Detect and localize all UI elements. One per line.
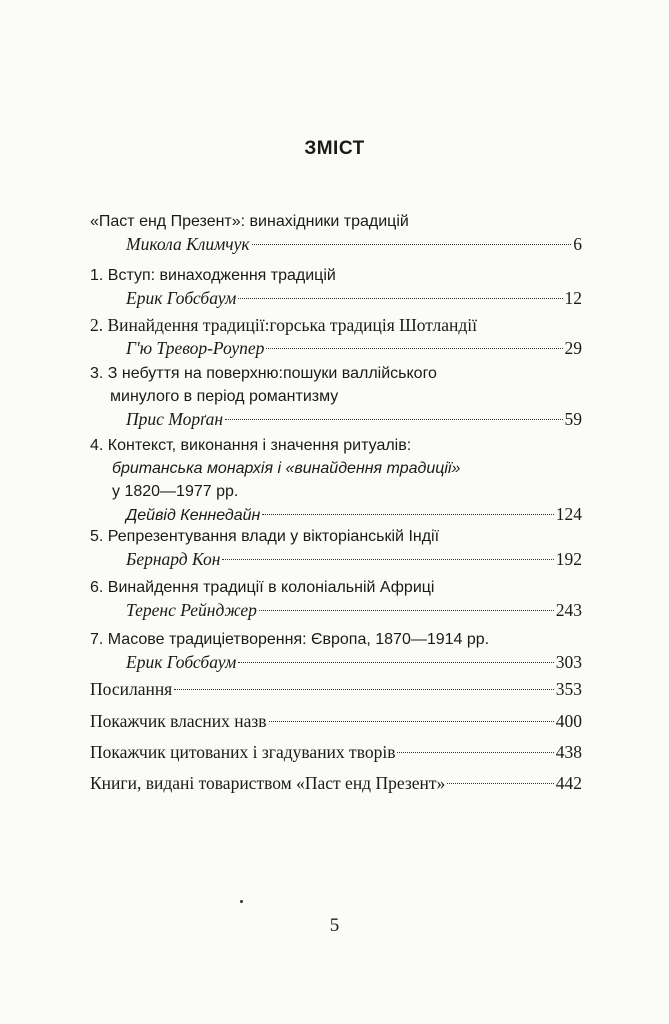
toc-entry-author-row bbox=[90, 337, 582, 360]
toc-entry-author: Теренс Рейнджер bbox=[126, 600, 257, 620]
toc-entry-title-line: британська монархія і «винайдення традиції» bbox=[112, 460, 461, 477]
dot-leader bbox=[238, 662, 554, 663]
toc-entry-title-line: у 1820—1977 рр. bbox=[112, 483, 239, 500]
toc-entry-page: 29 bbox=[564, 338, 582, 358]
toc-back-matter-page: 442 bbox=[555, 773, 582, 793]
toc-entry-author: Ерик Гобсбаум bbox=[126, 288, 237, 308]
toc-entry-4 bbox=[90, 434, 582, 527]
toc-entry-author: Ерик Гобсбаум bbox=[126, 652, 237, 672]
toc-entry-author: Г'ю Тревор-Роупер bbox=[126, 338, 265, 358]
toc-entry-page: 303 bbox=[555, 652, 582, 672]
toc-entry-page: 243 bbox=[555, 600, 582, 620]
toc-entry-author-row bbox=[90, 287, 582, 310]
toc-entry-title-line: 4. Контекст, виконання і значення ритуалів: bbox=[90, 437, 412, 454]
dot-leader bbox=[252, 244, 572, 245]
dot-leader bbox=[262, 514, 553, 515]
toc-entry-title-line: 1. Вступ: винаходження традицій bbox=[90, 267, 336, 284]
toc-back-matter-3 bbox=[90, 772, 582, 795]
toc-back-matter-0 bbox=[90, 678, 582, 701]
toc-entry-title-line: 3. З небуття на поверхню:пошуки валлійського bbox=[90, 365, 437, 382]
toc-entry-author-row bbox=[90, 599, 582, 622]
toc-back-matter-page: 400 bbox=[555, 711, 582, 731]
toc-back-matter-label: Посилання bbox=[90, 679, 173, 699]
toc-entry-title-line: минулого в період романтизму bbox=[110, 388, 339, 405]
toc-entry-6 bbox=[90, 576, 582, 622]
toc-back-matter-row bbox=[90, 741, 582, 764]
print-speck bbox=[240, 900, 243, 903]
dot-leader bbox=[269, 721, 554, 722]
toc-entry-title-line: 7. Масове традиціетворення: Європа, 1870—1914 рр. bbox=[90, 631, 490, 648]
toc-entry-author: Микола Климчук bbox=[126, 234, 250, 254]
toc-back-matter-1 bbox=[90, 710, 582, 733]
toc-entry-author: Прис Морґан bbox=[126, 409, 224, 429]
dot-leader bbox=[447, 783, 553, 784]
toc-back-matter-row bbox=[90, 772, 582, 795]
toc-entry-page: 6 bbox=[573, 234, 582, 254]
page-number: 5 bbox=[329, 915, 340, 936]
dot-leader bbox=[222, 559, 553, 560]
toc-back-matter-label: Покажчик цитованих і згадуваних творів bbox=[90, 742, 396, 762]
dot-leader bbox=[266, 348, 562, 349]
toc-back-matter-row bbox=[90, 678, 582, 701]
toc-entry-page: 124 bbox=[555, 504, 582, 524]
dot-leader bbox=[259, 610, 554, 611]
toc-entry-3 bbox=[90, 362, 582, 431]
toc-back-matter-row bbox=[90, 710, 582, 733]
toc-entry-2 bbox=[90, 314, 582, 360]
toc-entry-author-row bbox=[90, 503, 582, 527]
toc-back-matter-label: Покажчик власних назв bbox=[90, 711, 267, 731]
toc-entry-page: 12 bbox=[564, 288, 582, 308]
toc-entry-title-line: 5. Репрезентування влади у вікторіанській Індії bbox=[90, 528, 440, 545]
page-title: ЗМІСТ bbox=[304, 138, 365, 159]
toc-entry-page: 59 bbox=[564, 409, 582, 429]
toc-entry-7 bbox=[90, 628, 582, 674]
dot-leader bbox=[397, 752, 553, 753]
dot-leader bbox=[238, 298, 562, 299]
toc-back-matter-page: 438 bbox=[555, 742, 582, 762]
dot-leader bbox=[225, 419, 562, 420]
toc-back-matter-page: 353 bbox=[555, 679, 582, 699]
toc-entry-1 bbox=[90, 264, 582, 310]
dot-leader bbox=[174, 689, 554, 690]
toc-entry-author-row bbox=[90, 548, 582, 571]
toc-entry-title-line: «Паст енд Презент»: винахідники традицій bbox=[90, 213, 409, 230]
toc-entry-author-row bbox=[90, 233, 582, 256]
toc-entry-page: 192 bbox=[555, 549, 582, 569]
toc-entry-author-row bbox=[90, 651, 582, 674]
toc-back-matter-2 bbox=[90, 741, 582, 764]
toc-entry-5 bbox=[90, 525, 582, 571]
toc-entry-author-row bbox=[90, 408, 582, 431]
toc-back-matter-label: Книги, видані товариством «Паст енд Презент» bbox=[90, 773, 446, 793]
toc-entry-author: Бернард Кон bbox=[126, 549, 221, 569]
toc-entry-title-line: 6. Винайдення традиції в колоніальній Африці bbox=[90, 579, 435, 596]
toc-entry-0 bbox=[90, 210, 582, 256]
toc-entry-title-line: 2. Винайдення традиції:горська традиція Шотландії bbox=[90, 315, 478, 335]
toc-entry-author: Дейвід Кеннедайн bbox=[126, 507, 261, 524]
